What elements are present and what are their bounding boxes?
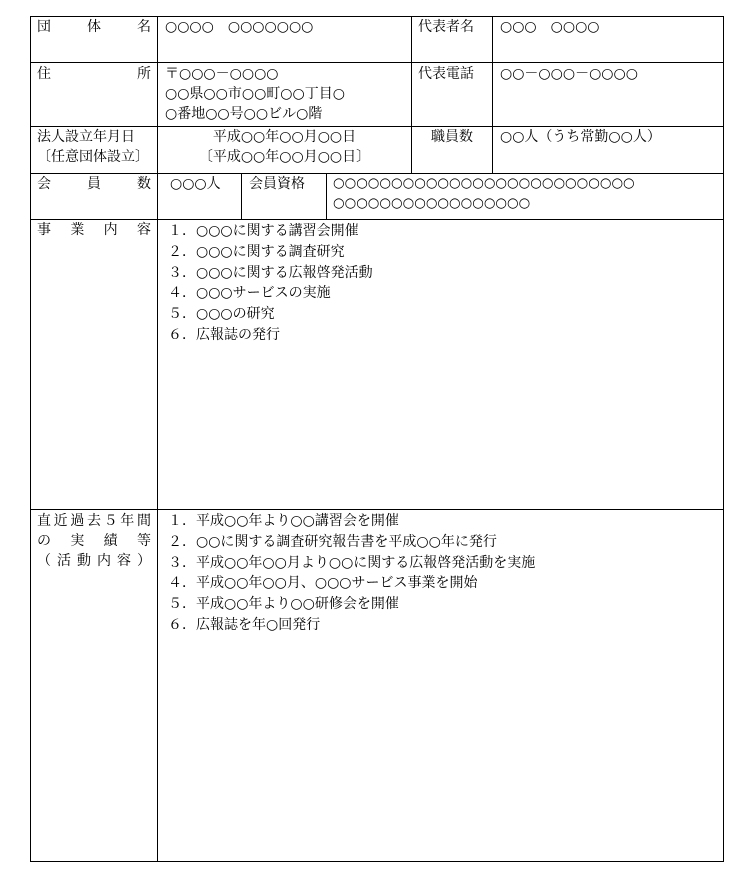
track-record-item: ６．広報誌を年○回発行 (168, 616, 321, 633)
track-record-item-list (158, 511, 723, 636)
representative-value: ○○○ ○○○○ (500, 19, 600, 35)
members-count-cell (157, 173, 242, 220)
org-name-label (37, 17, 151, 37)
track-record-label-char: 内 (97, 553, 111, 569)
track-record-label-char: 活 (57, 553, 71, 569)
track-record-label-char: 過 (70, 513, 85, 529)
track-record-label-char: 年 (120, 513, 135, 529)
track-record-item: ５．平成○○年より○○研修会を開催 (168, 596, 399, 613)
members-count: ○○○人 (170, 176, 221, 192)
phone-label: 代表電話 (418, 66, 474, 82)
track-record-item: ４．平成○○年○○月、○○○サービス事業を開始 (168, 575, 478, 592)
track-record-item: ３．平成○○年○○月より○○に関する広報啓発活動を実施 (168, 554, 536, 571)
business-item: ３．○○○に関する広報啓発活動 (168, 264, 373, 281)
staff-value-cell (492, 126, 724, 174)
track-record-label-char: 等 (136, 533, 151, 549)
business-label-char: 容 (136, 222, 151, 238)
phone-value: ○○－○○○－○○○○ (500, 66, 638, 82)
address-label-char: 住 (37, 66, 51, 82)
established-label-cell (30, 126, 158, 174)
staff-label-cell (411, 126, 493, 174)
business-item: ５．○○○の研究 (168, 306, 275, 323)
business-item: ４．○○○サービスの実施 (168, 285, 331, 302)
organization-profile-form (30, 16, 724, 862)
business-label-char: 事 (37, 222, 51, 238)
established-label: 法人設立年月日 (37, 129, 135, 145)
members-label-cell (30, 173, 158, 220)
address-line: ○番地○○号○○ビル○階 (165, 106, 323, 122)
established-value-cell (157, 126, 412, 174)
staff-value: ○○人（うち常勤○○人） (500, 129, 661, 145)
track-record-label-cell (30, 509, 158, 862)
track-record-label-char: 近 (53, 513, 68, 529)
address-line: 〒○○○－○○○○ (165, 66, 279, 82)
members-label-char: 数 (137, 176, 151, 192)
address-label-char: 所 (137, 66, 151, 82)
qualification-value-cell (326, 173, 724, 220)
address-label-cell (30, 62, 158, 127)
track-record-label-line-1 (37, 511, 151, 531)
track-record-label-char: 動 (77, 553, 91, 569)
representative-label-cell (411, 16, 493, 63)
track-record-item: ２．○○に関する調査研究報告書を平成○○年に発行 (168, 533, 497, 550)
business-item: ２．○○○に関する調査研究 (168, 243, 345, 260)
qualification-line: ○○○○○○○○○○○○○○○○○○○○○○○○○○ (333, 176, 635, 191)
track-record-label-line-2 (37, 531, 151, 551)
business-label-char: 業 (70, 222, 85, 238)
business-item: １．○○○に関する講習会開催 (168, 223, 359, 239)
org-name-label-cell (30, 16, 158, 63)
org-name-label-char: 団 (37, 19, 51, 35)
business-item: ６．広報誌の発行 (168, 326, 280, 343)
business-items-cell (157, 219, 724, 510)
address-line: ○○県○○市○○町○○丁目○ (165, 86, 345, 102)
qualification-label: 会員資格 (249, 176, 305, 192)
address-label (37, 64, 151, 84)
track-record-label-char: 去 (86, 513, 101, 529)
representative-value-cell (492, 16, 724, 63)
phone-value-cell (492, 62, 724, 127)
org-name-label-char: 体 (87, 19, 101, 35)
address-value-cell (157, 62, 412, 127)
members-label-char: 員 (87, 176, 101, 192)
track-record-label-char: 容 (117, 553, 131, 569)
track-record-label-char: の (37, 533, 51, 549)
established-sub-label: 〔任意団体設立〕 (37, 149, 149, 165)
track-record-label-line-3 (37, 551, 151, 571)
phone-label-cell (411, 62, 493, 127)
track-record-label-char: 実 (70, 533, 85, 549)
members-label (37, 174, 151, 194)
members-label-char: 会 (37, 176, 51, 192)
track-record-label-char: 直 (37, 513, 51, 529)
org-name-value: ○○○○ ○○○○○○○ (165, 19, 314, 35)
business-label (37, 220, 151, 240)
business-label-char: 内 (103, 222, 118, 238)
representative-label: 代表者名 (418, 19, 474, 35)
track-record-label-char: （ (37, 553, 51, 569)
track-record-label-char: 間 (136, 513, 151, 529)
org-name-value-cell (157, 16, 412, 63)
established-date: 平成○○年○○月○○日 (212, 129, 357, 145)
business-label-cell (30, 219, 158, 510)
track-record-label-char: ） (137, 553, 151, 569)
staff-label: 職員数 (431, 129, 473, 145)
track-record-item: １．平成○○年より○○講習会を開催 (168, 513, 399, 529)
business-item-list (158, 221, 723, 346)
org-name-label-char: 名 (137, 19, 151, 35)
track-record-label-char: 績 (103, 533, 118, 549)
track-record-items-cell (157, 509, 724, 862)
qualification-label-cell (241, 173, 327, 220)
track-record-label-char: ５ (103, 513, 118, 529)
qualification-line: ○○○○○○○○○○○○○○○○○ (333, 196, 531, 211)
established-sub-date: 〔平成○○年○○月○○日〕 (198, 149, 371, 165)
